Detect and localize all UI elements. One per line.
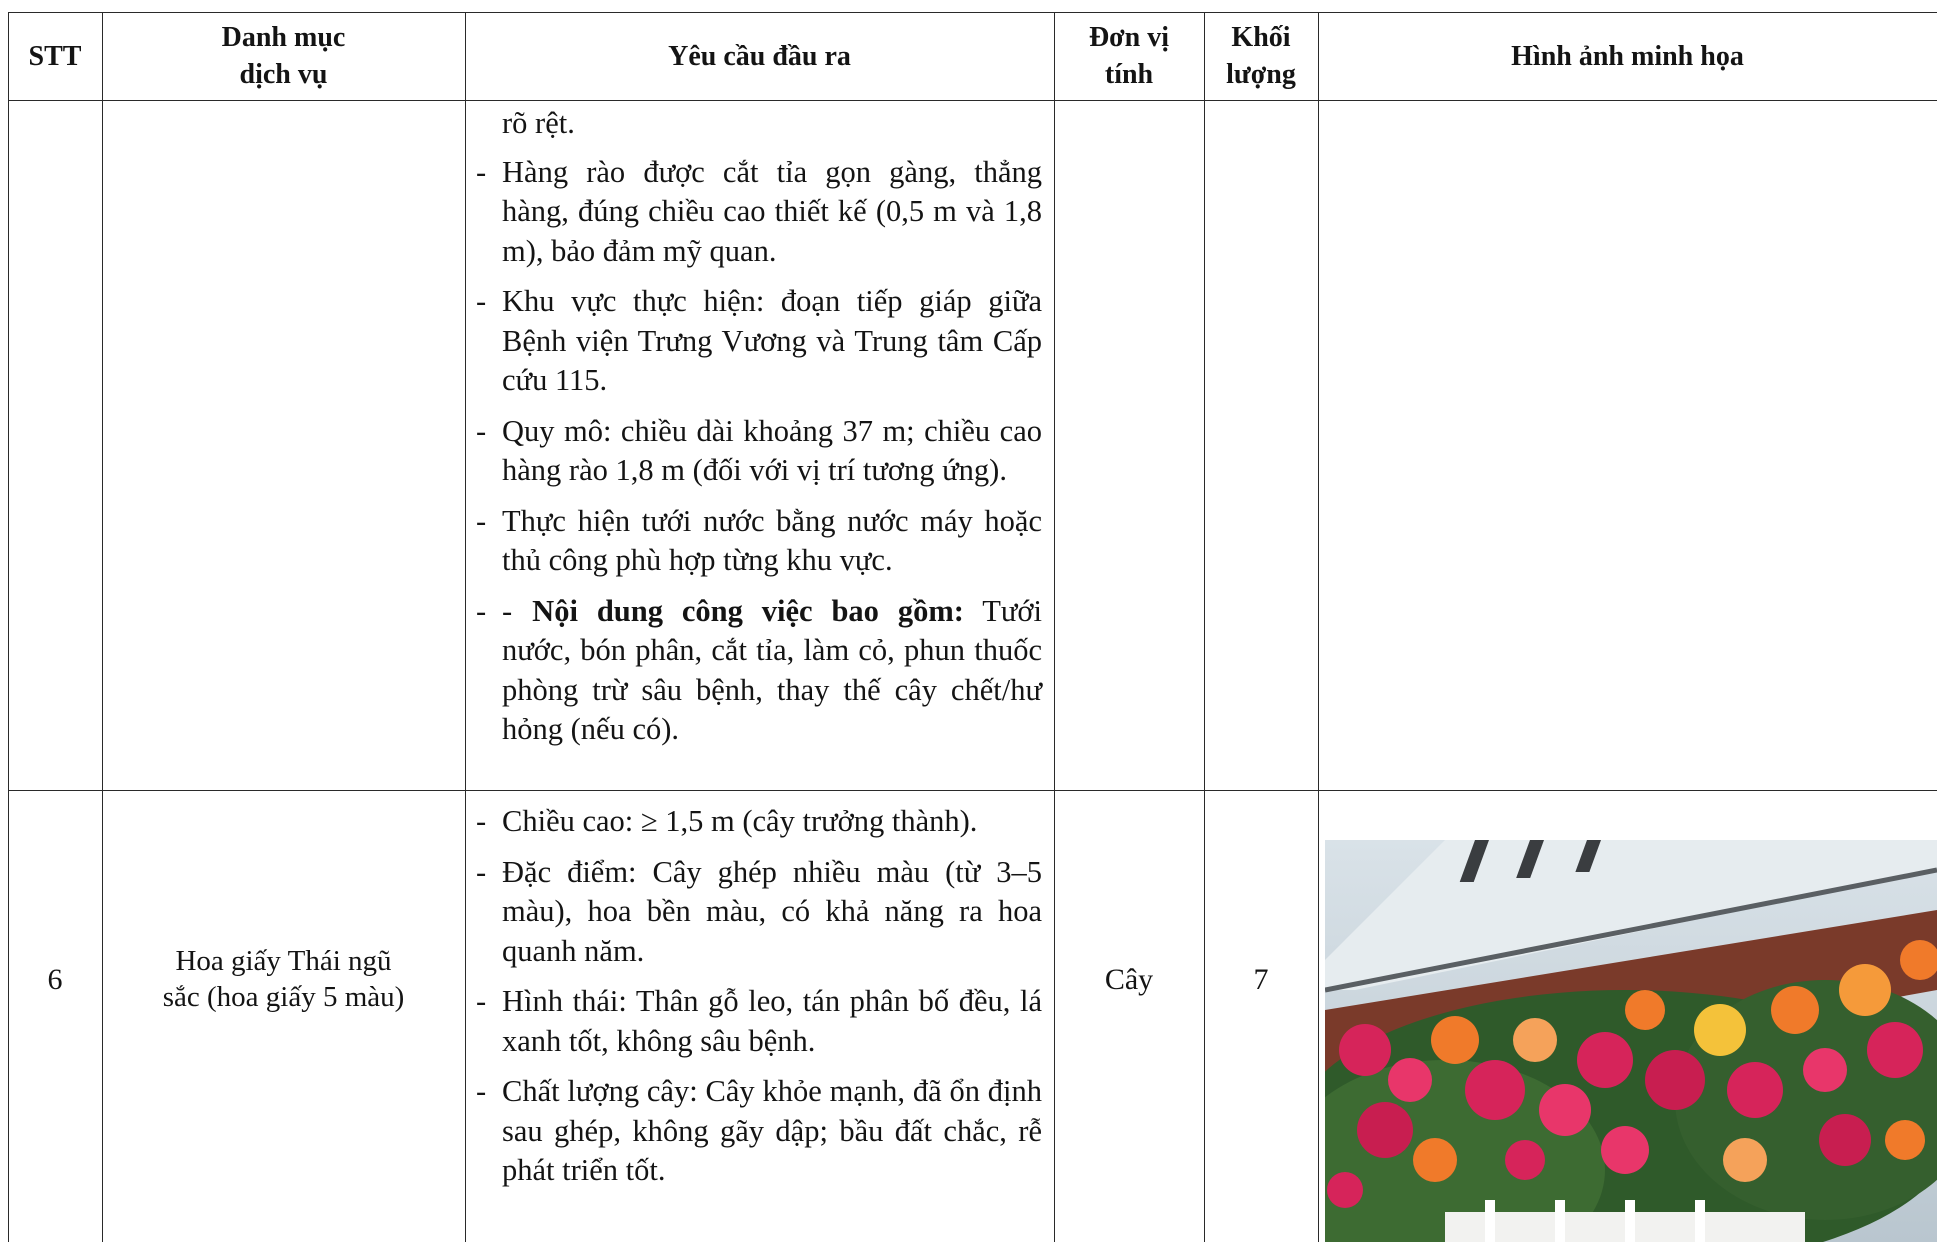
row6-quantity [1204, 790, 1318, 1242]
bullet-dash: - [476, 1074, 487, 1108]
header-image [1318, 12, 1937, 100]
bullet-dash: - [476, 593, 487, 628]
row6-category-line1: Hoa giấy Thái ngũ [175, 945, 392, 977]
bullet-dash: - [476, 804, 487, 838]
row6-bullet-text: Chất lượng cây: Cây khỏe mạnh, đã ổn định sau ghép, không gãy dập; bầu đất chắc, rễ phát triển tốt. [502, 1074, 1042, 1187]
row6-stt-text: 6 [47, 962, 63, 996]
bullet-dash: - [476, 503, 487, 538]
bullet-dash: - [476, 284, 487, 318]
header-requirements [465, 12, 1054, 100]
col-divider-category [465, 12, 466, 1242]
header-category-line1: Danh mục [221, 22, 346, 53]
row6-bullet-text: Chiều cao: ≥ 1,5 m (cây trưởng thành). [502, 804, 978, 838]
header-category [102, 12, 465, 100]
bullet-dash: - [476, 984, 487, 1018]
prev-row-bullet [476, 412, 1042, 491]
bougainvillea-flower-photo [1325, 840, 1937, 1242]
bullet-dash: - [476, 854, 487, 889]
header-requirements-text: Yêu cầu đầu ra [668, 40, 851, 72]
header-stt-text: STT [28, 40, 82, 72]
prev-row-bullet [476, 502, 1042, 581]
header-quantity-line1: Khối [1231, 22, 1291, 53]
prev-row-bullet-text: Quy mô: chiều dài khoảng 37 m; chiều cao hàng rào 1,8 m (đối với vị trí tương ứng). [502, 413, 1042, 487]
header-stt [8, 12, 102, 100]
work-content-prefix: - [502, 593, 513, 628]
row6-bullet [476, 853, 1042, 972]
header-unit [1054, 12, 1204, 100]
prev-row-continued-text: rõ rệt. [502, 106, 575, 140]
bougainvillea-flower-icon [1325, 840, 1937, 1242]
header-quantity-line2: lượng [1226, 59, 1296, 90]
header-unit-line1: Đơn vị [1088, 22, 1170, 53]
prev-row-requirements [476, 104, 1042, 761]
header-quantity [1204, 12, 1318, 100]
header-unit-line2: tính [1104, 59, 1154, 90]
prev-row-bullet [476, 153, 1042, 272]
work-content-detail: Tưới nước, bón phân, cắt tỉa, làm cỏ, phun thuốc phòng trừ sâu bệnh, thay thế cây chết/hư hỏng (nếu có). [502, 593, 1043, 746]
row6-unit-text: Cây [1104, 962, 1154, 996]
prev-row-bullet-text: Thực hiện tưới nước bằng nước máy hoặc thủ công phù hợp từng khu vực. [502, 503, 1042, 577]
prev-row-bullet-text: Khu vực thực hiện: đoạn tiếp giáp giữa Bệnh viện Trưng Vương và Trung tâm Cấp cứu 115. [502, 284, 1042, 397]
prev-row-bullet-work-content [476, 592, 1042, 750]
bullet-dash: - [476, 154, 487, 189]
row6-stt [8, 790, 102, 1242]
row6-bullet [476, 1072, 1042, 1191]
row6-quantity-text: 7 [1253, 962, 1269, 996]
row6-bullet-text: Đặc điểm: Cây ghép nhiều màu (từ 3–5 màu), hoa bền màu, có khả năng ra hoa quanh năm. [502, 854, 1042, 968]
row6-unit [1054, 790, 1204, 1242]
row6-category [102, 790, 465, 1242]
col-divider-quantity [1318, 12, 1319, 1242]
row6-bullet [476, 982, 1042, 1061]
prev-row-bullet [476, 282, 1042, 401]
header-category-line2: dịch vụ [239, 59, 328, 90]
header-image-text: Hình ảnh minh họa [1511, 40, 1744, 72]
prev-row-bullet-text: Hàng rào được cắt tỉa gọn gàng, thẳng hàng, đúng chiều cao thiết kế (0,5 m và 1,8 m), bảo đảm mỹ quan. [502, 154, 1042, 268]
bullet-dash: - [476, 413, 487, 448]
work-content-label: Nội dung công việc bao gồm: [532, 593, 964, 628]
row6-requirements [476, 802, 1042, 1202]
row6-bullet-text: Hình thái: Thân gỗ leo, tán phân bố đều, lá xanh tốt, không sâu bệnh. [502, 984, 1042, 1058]
header-bottom-border [8, 100, 1937, 101]
work-content-text [502, 592, 1042, 750]
row6-category-line2: sắc (hoa giấy 5 màu) [162, 981, 405, 1013]
row6-bullet [476, 802, 1042, 842]
